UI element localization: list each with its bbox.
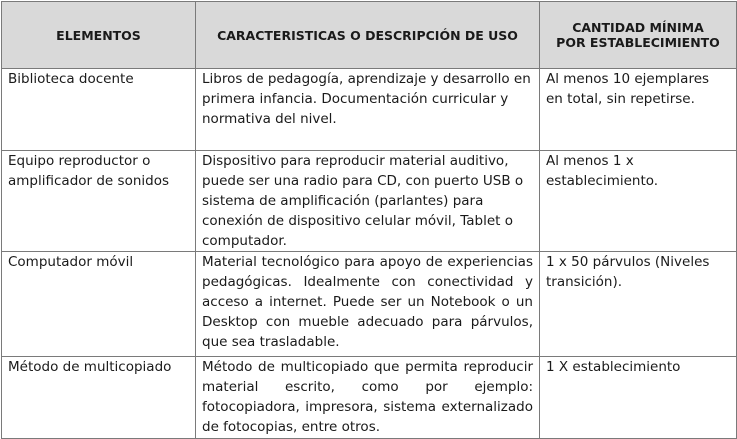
- table-row: [2, 357, 737, 439]
- header-row: [2, 2, 737, 69]
- description-cell: Material tecnológico para apoyo de experiencias pedagógicas. Idealmente con conectividad y acceso a internet. Puede ser un Notebook o un Desktop con mueble adecuado para párvulos, que sea trasladable.: [196, 252, 540, 357]
- requirements-table: [1, 1, 737, 439]
- header-cantidad-line2: POR ESTABLECIMIENTO: [556, 35, 720, 50]
- element-cell: Método de multicopiado: [2, 357, 196, 439]
- table-row: [2, 151, 737, 252]
- header-cantidad: [540, 2, 737, 69]
- header-cantidad-line1: CANTIDAD MÍNIMA: [572, 20, 704, 35]
- quantity-cell: Al menos 10 ejemplares en total, sin repetirse.: [540, 69, 737, 151]
- header-elementos: ELEMENTOS: [2, 2, 196, 69]
- element-cell: Biblioteca docente: [2, 69, 196, 151]
- description-cell: Método de multicopiado que permita reproducir material escrito, como por ejemplo: fotocopiadora, impresora, sistema externalizado de fotocopias, entre otros.: [196, 357, 540, 439]
- table-row: [2, 69, 737, 151]
- element-cell: Equipo reproductor o amplificador de sonidos: [2, 151, 196, 252]
- description-cell: Dispositivo para reproducir material auditivo, puede ser una radio para CD, con puerto USB o sistema de amplificación (parlantes) para conexión de dispositivo celular móvil, Tablet o computador.: [196, 151, 540, 252]
- description-cell: Libros de pedagogía, aprendizaje y desarrollo en primera infancia. Documentación curricular y normativa del nivel.: [196, 69, 540, 151]
- quantity-cell: Al menos 1 x establecimiento.: [540, 151, 737, 252]
- header-caracteristicas: CARACTERISTICAS O DESCRIPCIÓN DE USO: [196, 2, 540, 69]
- quantity-cell: 1 x 50 párvulos (Niveles transición).: [540, 252, 737, 357]
- table-row: [2, 252, 737, 357]
- element-cell: Computador móvil: [2, 252, 196, 357]
- quantity-cell: 1 X establecimiento: [540, 357, 737, 439]
